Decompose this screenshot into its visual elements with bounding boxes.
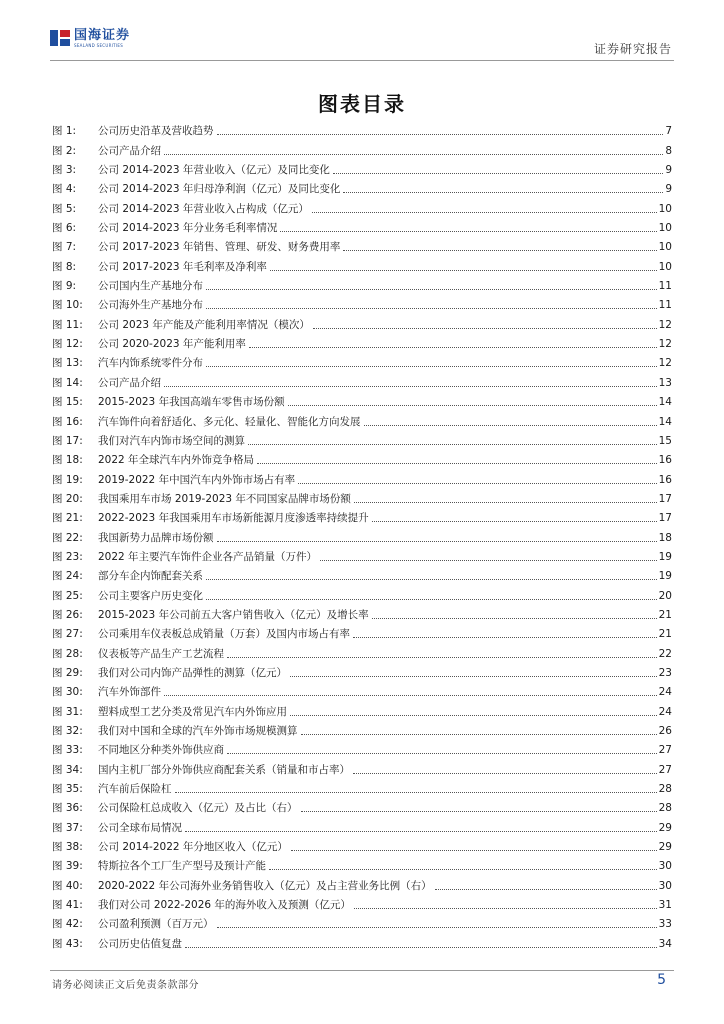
figure-title: 我国乘用车市场 2019-2023 年不同国家品牌市场份额 — [98, 492, 351, 505]
figure-page: 8 — [665, 144, 672, 157]
dot-leader — [343, 192, 663, 193]
logo-name-en: SEALAND SECURITIES — [74, 42, 124, 48]
figure-page: 14 — [658, 396, 672, 409]
dot-leader — [333, 173, 663, 174]
figure-title: 公司 2014-2023 年分业务毛利率情况 — [98, 222, 278, 235]
figure-page: 19 — [658, 570, 672, 583]
figure-number: 图 16: — [52, 415, 83, 428]
figure-page: 26 — [658, 725, 672, 737]
figure-page: 12 — [658, 338, 672, 351]
figure-page: 18 — [658, 531, 672, 544]
dot-leader — [372, 521, 657, 522]
document-type: 证券研究报告 — [593, 42, 672, 56]
toc-entry[interactable] — [52, 893, 672, 912]
figure-title: 公司 2017-2023 年销售、管理、研发、财务费用率 — [98, 241, 341, 254]
figure-page: 7 — [665, 125, 672, 138]
company-logo — [50, 28, 130, 48]
figure-number: 图 27: — [52, 628, 83, 641]
dot-leader — [313, 328, 657, 329]
figure-number: 图 3: — [52, 164, 77, 177]
dot-leader — [164, 386, 657, 387]
footer-divider — [50, 970, 674, 971]
toc-entry[interactable] — [52, 293, 672, 312]
figure-page: 12 — [658, 318, 672, 331]
figure-number: 图 11: — [52, 318, 83, 331]
figure-number: 图 17: — [52, 434, 83, 447]
dot-leader — [206, 579, 657, 580]
toc-entry[interactable] — [52, 138, 672, 157]
figure-title: 公司保险杠总成收入（亿元）及占比（右） — [98, 802, 298, 815]
toc-entry[interactable] — [52, 409, 672, 428]
figure-title: 公司国内生产基地分布 — [98, 280, 203, 293]
toc-entry[interactable] — [52, 796, 672, 815]
figure-page: 24 — [658, 705, 672, 718]
logo-mark-icon — [50, 28, 70, 48]
page-title: 图表目录 — [318, 92, 406, 116]
figure-number: 图 35: — [52, 783, 83, 796]
figure-title: 仪表板等产品生产工艺流程 — [98, 647, 224, 660]
figure-title: 2022-2023 年我国乘用车市场新能源月度渗透率持续提升 — [98, 512, 369, 525]
figure-page: 10 — [658, 222, 672, 235]
figure-number: 图 12: — [52, 338, 83, 351]
figure-title: 不同地区分种类外饰供应商 — [98, 744, 224, 757]
figure-page: 11 — [658, 299, 672, 312]
dot-leader — [290, 715, 657, 716]
dot-leader — [270, 270, 657, 271]
figure-page: 23 — [658, 666, 672, 679]
toc-entry[interactable] — [52, 854, 672, 873]
figure-title: 公司盈利预测（百万元） — [98, 918, 214, 931]
dot-leader — [206, 599, 657, 600]
figure-number: 图 4: — [52, 183, 77, 196]
dot-leader — [164, 695, 657, 696]
dot-leader — [320, 560, 657, 561]
toc-entry[interactable] — [52, 235, 672, 254]
figure-title: 我们对公司内饰产品弹性的测算（亿元） — [98, 666, 287, 679]
toc-entry[interactable] — [52, 177, 672, 196]
figure-title: 公司历史沿革及营收趋势 — [98, 125, 214, 138]
figure-number: 图 38: — [52, 841, 83, 854]
figure-page: 22 — [658, 647, 672, 660]
figure-title: 汽车饰件向着舒适化、多元化、轻量化、智能化方向发展 — [98, 415, 361, 428]
figure-number: 图 33: — [52, 744, 83, 757]
figure-title: 公司 2014-2023 年归母净利润（亿元）及同比变化 — [98, 183, 341, 196]
figure-number: 图 29: — [52, 666, 83, 679]
figure-number: 图 30: — [52, 686, 83, 699]
dot-leader — [312, 212, 657, 213]
figure-page: 29 — [658, 841, 672, 854]
figure-title: 2020-2022 年公司海外业务销售收入（亿元）及占主营业务比例（右） — [98, 879, 432, 892]
toc-entry[interactable] — [52, 448, 672, 467]
dot-leader — [269, 869, 657, 870]
disclaimer-note: 请务必阅读正文后免责条款部分 — [52, 980, 199, 991]
figure-page: 10 — [658, 241, 672, 254]
figure-title: 我们对公司 2022-2026 年的海外收入及预测（亿元） — [98, 899, 351, 912]
logo-name-cn: 国海证券 — [74, 27, 131, 43]
figure-number: 图 9: — [52, 280, 77, 293]
toc-entry[interactable] — [52, 622, 672, 641]
toc-entry[interactable] — [52, 254, 672, 273]
toc-entry[interactable] — [52, 835, 672, 854]
figure-number: 图 7: — [52, 241, 77, 254]
figure-number: 图 20: — [52, 492, 83, 505]
dot-leader — [372, 618, 657, 619]
figure-title: 2022 年全球汽车内外饰竞争格局 — [98, 454, 255, 467]
figure-page: 27 — [658, 744, 672, 757]
figure-number: 图 15: — [52, 396, 83, 409]
dot-leader — [354, 908, 657, 909]
toc-entry[interactable] — [52, 429, 672, 448]
figure-page: 29 — [658, 821, 672, 834]
figure-title: 我们对中国和全球的汽车外饰市场规模测算 — [98, 725, 298, 737]
dot-leader — [290, 676, 657, 677]
figure-page: 27 — [658, 763, 672, 776]
figure-number: 图 25: — [52, 589, 83, 602]
page-number: 5 — [657, 972, 666, 988]
dot-leader — [291, 850, 657, 851]
toc-entry[interactable] — [52, 351, 672, 370]
figure-number: 图 37: — [52, 821, 83, 834]
figure-title: 2019-2022 年中国汽车内外饰市场占有率 — [98, 473, 296, 486]
figure-title: 我们对汽车内饰市场空间的测算 — [98, 434, 245, 447]
figure-page: 12 — [658, 357, 672, 370]
toc-entry[interactable] — [52, 738, 672, 757]
figure-title: 公司海外生产基地分布 — [98, 299, 203, 312]
figure-title: 公司 2014-2023 年营业收入占构成（亿元） — [98, 202, 309, 215]
figure-number: 图 21: — [52, 512, 83, 525]
toc-entry[interactable] — [52, 912, 672, 931]
toc-entry[interactable] — [52, 196, 672, 215]
toc-entry[interactable] — [52, 680, 672, 699]
toc-entry[interactable] — [52, 757, 672, 776]
dot-leader — [206, 289, 657, 290]
figure-title: 部分车企内饰配套关系 — [98, 570, 203, 583]
figure-page: 21 — [658, 608, 672, 621]
figure-page: 11 — [658, 280, 672, 293]
toc-entry[interactable] — [52, 332, 672, 351]
figure-page: 19 — [658, 550, 672, 563]
figure-page: 17 — [658, 512, 672, 525]
figure-page: 15 — [658, 434, 672, 447]
figure-title: 公司 2023 年产能及产能利用率情况（模次） — [98, 318, 310, 331]
dot-leader — [364, 425, 657, 426]
page-header — [0, 0, 724, 62]
figure-title: 公司产品介绍 — [98, 376, 161, 389]
dot-leader — [227, 753, 657, 754]
figure-page: 14 — [658, 415, 672, 428]
figure-number: 图 34: — [52, 763, 83, 776]
dot-leader — [298, 483, 657, 484]
table-of-figures — [52, 119, 672, 951]
toc-entry[interactable] — [52, 603, 672, 622]
figure-number: 图 23: — [52, 550, 83, 563]
figure-title: 公司乘用车仪表板总成销量（万套）及国内市场占有率 — [98, 628, 350, 641]
figure-title: 塑料成型工艺分类及常见汽车内外饰应用 — [98, 705, 287, 718]
dot-leader — [343, 250, 656, 251]
dot-leader — [217, 541, 657, 542]
figure-number: 图 36: — [52, 802, 83, 815]
figure-page: 10 — [658, 202, 672, 215]
dot-leader — [185, 947, 657, 948]
toc-entry[interactable] — [52, 641, 672, 660]
toc-entry[interactable] — [52, 583, 672, 602]
figure-title: 特斯拉各个工厂生产型号及预计产能 — [98, 860, 266, 873]
dot-leader — [164, 154, 663, 155]
figure-title: 公司 2020-2023 年产能利用率 — [98, 338, 246, 351]
figure-number: 图 19: — [52, 473, 83, 486]
toc-entry[interactable] — [52, 487, 672, 506]
figure-number: 图 43: — [52, 937, 83, 950]
toc-entry[interactable] — [52, 931, 672, 950]
figure-number: 图 24: — [52, 570, 83, 583]
toc-entry[interactable] — [52, 370, 672, 389]
dot-leader — [175, 792, 657, 793]
figure-number: 图 32: — [52, 725, 83, 737]
toc-entry[interactable] — [52, 719, 672, 738]
figure-title: 公司主要客户历史变化 — [98, 589, 203, 602]
dot-leader — [280, 231, 656, 232]
figure-title: 公司产品介绍 — [98, 144, 161, 157]
toc-entry[interactable] — [52, 506, 672, 525]
toc-entry[interactable] — [52, 815, 672, 834]
header-divider — [50, 60, 674, 61]
figure-number: 图 6: — [52, 222, 77, 235]
figure-page: 28 — [658, 802, 672, 815]
toc-entry[interactable] — [52, 525, 672, 544]
dot-leader — [206, 308, 657, 309]
figure-page: 20 — [658, 589, 672, 602]
toc-entry[interactable] — [52, 873, 672, 892]
figure-title: 公司历史估值复盘 — [98, 937, 182, 950]
figure-title: 汽车外饰部件 — [98, 686, 161, 699]
figure-page: 10 — [658, 260, 672, 273]
figure-page: 21 — [658, 628, 672, 641]
figure-page: 17 — [658, 492, 672, 505]
figure-page: 30 — [658, 879, 672, 892]
figure-number: 图 31: — [52, 705, 83, 718]
figure-page: 33 — [658, 918, 672, 931]
figure-title: 国内主机厂部分外饰供应商配套关系（销量和市占率） — [98, 763, 350, 776]
figure-number: 图 2: — [52, 144, 77, 157]
figure-page: 16 — [658, 473, 672, 486]
figure-number: 图 8: — [52, 260, 77, 273]
figure-page: 31 — [658, 899, 672, 912]
figure-number: 图 22: — [52, 531, 83, 544]
figure-page: 9 — [665, 183, 672, 196]
toc-entry[interactable] — [52, 158, 672, 177]
toc-entry[interactable] — [52, 312, 672, 331]
figure-page: 16 — [658, 454, 672, 467]
figure-number: 图 28: — [52, 647, 83, 660]
dot-leader — [257, 463, 657, 464]
figure-title: 2015-2023 年公司前五大客户销售收入（亿元）及增长率 — [98, 608, 369, 621]
figure-title: 公司 2017-2023 年毛利率及净利率 — [98, 260, 267, 273]
toc-entry[interactable] — [52, 390, 672, 409]
toc-entry[interactable] — [52, 661, 672, 680]
dot-leader — [227, 657, 657, 658]
figure-title: 我国新势力品牌市场份额 — [98, 531, 214, 544]
toc-entry[interactable] — [52, 119, 672, 138]
figure-number: 图 14: — [52, 376, 83, 389]
figure-title: 2015-2023 年我国高端车零售市场份额 — [98, 396, 285, 409]
figure-page: 13 — [658, 376, 672, 389]
figure-number: 图 1: — [52, 125, 77, 138]
figure-number: 图 42: — [52, 918, 83, 931]
dot-leader — [217, 134, 664, 135]
figure-number: 图 41: — [52, 899, 83, 912]
dot-leader — [185, 831, 657, 832]
figure-title: 公司 2014-2023 年营业收入（亿元）及同比变化 — [98, 164, 330, 177]
toc-entry[interactable] — [52, 216, 672, 235]
figure-title: 汽车前后保险杠 — [98, 783, 172, 796]
figure-page: 30 — [658, 860, 672, 873]
dot-leader — [435, 889, 657, 890]
figure-title: 公司 2014-2022 年分地区收入（亿元） — [98, 841, 288, 854]
toc-entry[interactable] — [52, 699, 672, 718]
toc-entry[interactable] — [52, 545, 672, 564]
figure-number: 图 26: — [52, 608, 83, 621]
figure-page: 24 — [658, 686, 672, 699]
dot-leader — [353, 773, 657, 774]
figure-title: 公司全球布局情况 — [98, 821, 182, 834]
figure-number: 图 39: — [52, 860, 83, 873]
figure-number: 图 18: — [52, 454, 83, 467]
figure-title: 2022 年主要汽车饰件企业各产品销量（万件） — [98, 550, 318, 563]
figure-number: 图 40: — [52, 879, 83, 892]
dot-leader — [248, 444, 657, 445]
dot-leader — [249, 347, 657, 348]
figure-page: 9 — [665, 164, 672, 177]
dot-leader — [217, 927, 657, 928]
toc-entry[interactable] — [52, 564, 672, 583]
figure-page: 28 — [658, 783, 672, 796]
dot-leader — [288, 405, 657, 406]
figure-title: 汽车内饰系统零件分布 — [98, 357, 203, 370]
toc-entry[interactable] — [52, 467, 672, 486]
dot-leader — [301, 811, 657, 812]
figure-page: 34 — [658, 937, 672, 950]
figure-number: 图 10: — [52, 299, 83, 312]
dot-leader — [206, 366, 657, 367]
toc-entry[interactable] — [52, 274, 672, 293]
figure-number: 图 13: — [52, 357, 83, 370]
dot-leader — [354, 502, 657, 503]
toc-entry[interactable] — [52, 777, 672, 796]
dot-leader — [353, 637, 657, 638]
figure-number: 图 5: — [52, 202, 77, 215]
dot-leader — [301, 734, 657, 735]
